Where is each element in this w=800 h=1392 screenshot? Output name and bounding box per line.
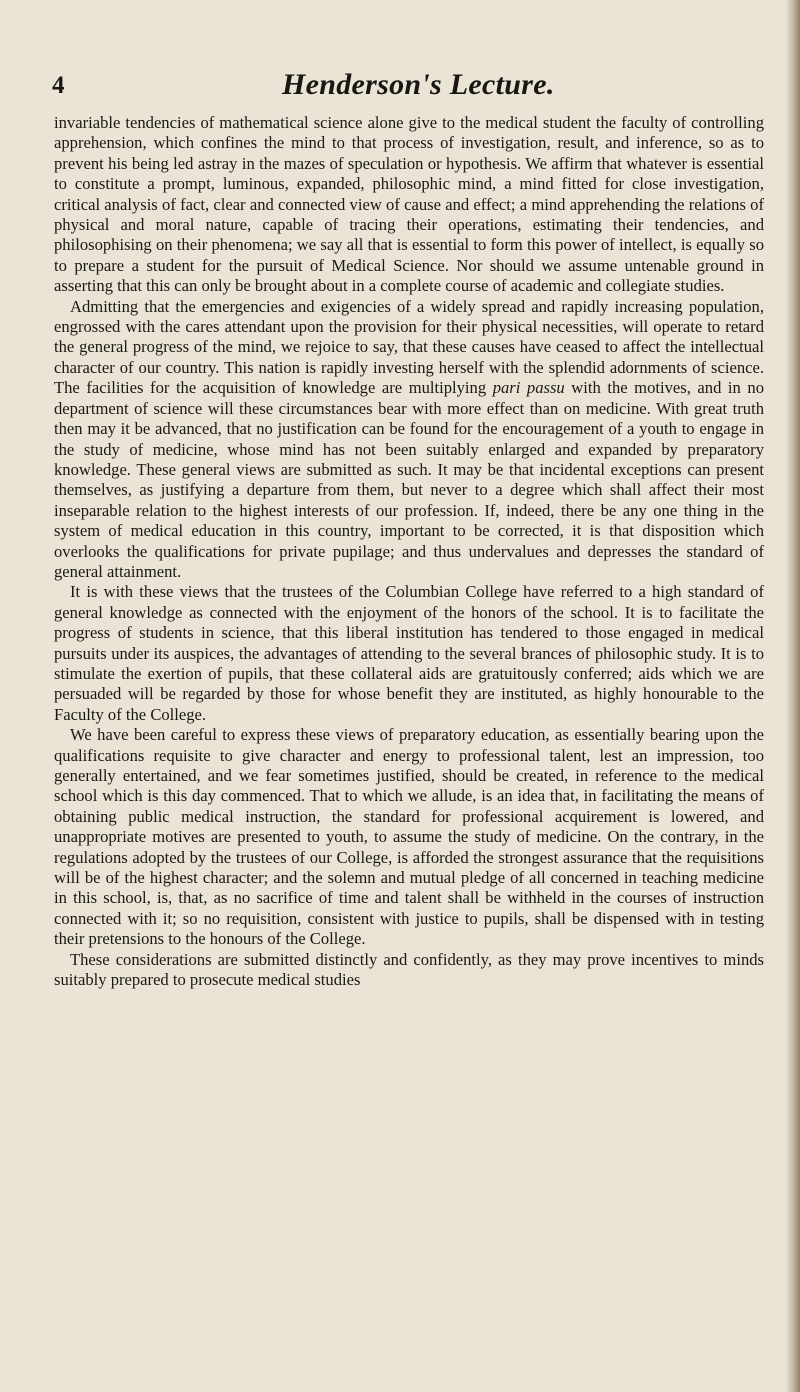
page-header: [52, 68, 752, 108]
paragraph-4: We have been careful to express these views of preparatory education, as essentially bearing upon the qualifications requisite to give character and energy to professional talent, lest an impression, too generally entertained, and we fear sometimes justified, should be created, in reference to the medical school which is this day commenced. That to which we allude, is an idea that, in facilitating the means of obtaining public medical instruction, the standard for professional acquirement is lowered, and unappropriate motives are presented to youth, to assume the study of medicine. On the contrary, in the regulations adopted by the trustees of our College, is afforded the strongest assurance that the requisitions will be of the highest character; and the solemn and mutual pledge of all concerned in teaching medicine in this school, is, that, as no sacrifice of time and talent shall be withheld in the courses of instruction connected with it; so no requisition, consistent with justice to pupils, shall be dispensed with in testing their pretensions to the honours of the College.: [54, 725, 764, 949]
paragraph-2-italic-phrase: pari passu: [492, 378, 565, 398]
paragraph-3: It is with these views that the trustees of the Columbian College have referred to a high standard of general knowledge as connected with the enjoyment of the honors of the school. It is to facilitate the progress of students in science, that this liberal institution has tendered to those engaged in medical pursuits under its auspices, the advantages of attending to the several brances of philosophic study. It is to stimulate the exertion of pupils, that these collateral aids are gratuitously conferred; aids which we are persuaded will be regarded by those for whose benefit they are instituted, as highly honourable to the Faculty of the College.: [54, 582, 764, 724]
paragraph-5: These considerations are submitted distinctly and confidently, as they may prove incentives to minds suitably prepared to prosecute medical studies: [54, 949, 764, 990]
paragraph-2-text-b: with the motives, and in no department of science will these circumstances bear with more effect than on medicine. With great truth then may it be advanced, that no justification can be found for the encouragement of a youth to engage in the study of medicine, whose mind has not been suitably enlarged and expanded by preparatory knowledge. These general views are submitted as such. It may be that incidental exceptions can present themselves, as justifying a departure from them, but never to a degree which shall affect their most inseparable relation to the highest interests of our profession. If, indeed, there be any one thing in the system of medical education in this country, important to be corrected, it is that disposition which overlooks the qualifications for private pupilage; and thus undervalues and depresses the standard of general attainment.: [54, 378, 764, 581]
page-edge-shadow: [786, 0, 800, 1392]
body-text: [54, 113, 764, 990]
paragraph-2-text-a: Admitting that the emergencies and exigencies of a widely spread and rapidly increasing population, engrossed with the cares attendant upon the provision for their physical necessities, will operate to retard the general progress of the mind, we rejoice to say, that these causes have ceased to affect the intellectual character of our country. This nation is rapidly investing herself with the splendid adornments of science. The facilities for the acquisition of knowledge are multiplying: [54, 296, 764, 398]
paragraph-1: invariable tendencies of mathematical science alone give to the medical student the faculty of controlling apprehension, which confines the mind to that process of investigation, result, and inference, so as to prevent his being led astray in the mazes of speculation or hypothesis. We affirm that whatever is essential to constitute a prompt, luminous, expanded, philosophic mind, a mind fitted for close investigation, critical analysis of fact, clear and connected view of cause and effect; a mind apprehending the relations of physical and moral nature, capable of tracing their operations, estimating their tendencies, and philosophising on their phenomena; we say all that is essential to form this power of intellect, is equally so to prepare a student for the pursuit of Medical Science. Nor should we assume untenable ground in asserting that this can only be brought about in a complete course of academic and collegiate studies.: [54, 113, 764, 296]
paragraph-2: [54, 297, 764, 583]
page-number: 4: [52, 72, 65, 99]
running-title: Henderson's Lecture.: [282, 68, 555, 101]
